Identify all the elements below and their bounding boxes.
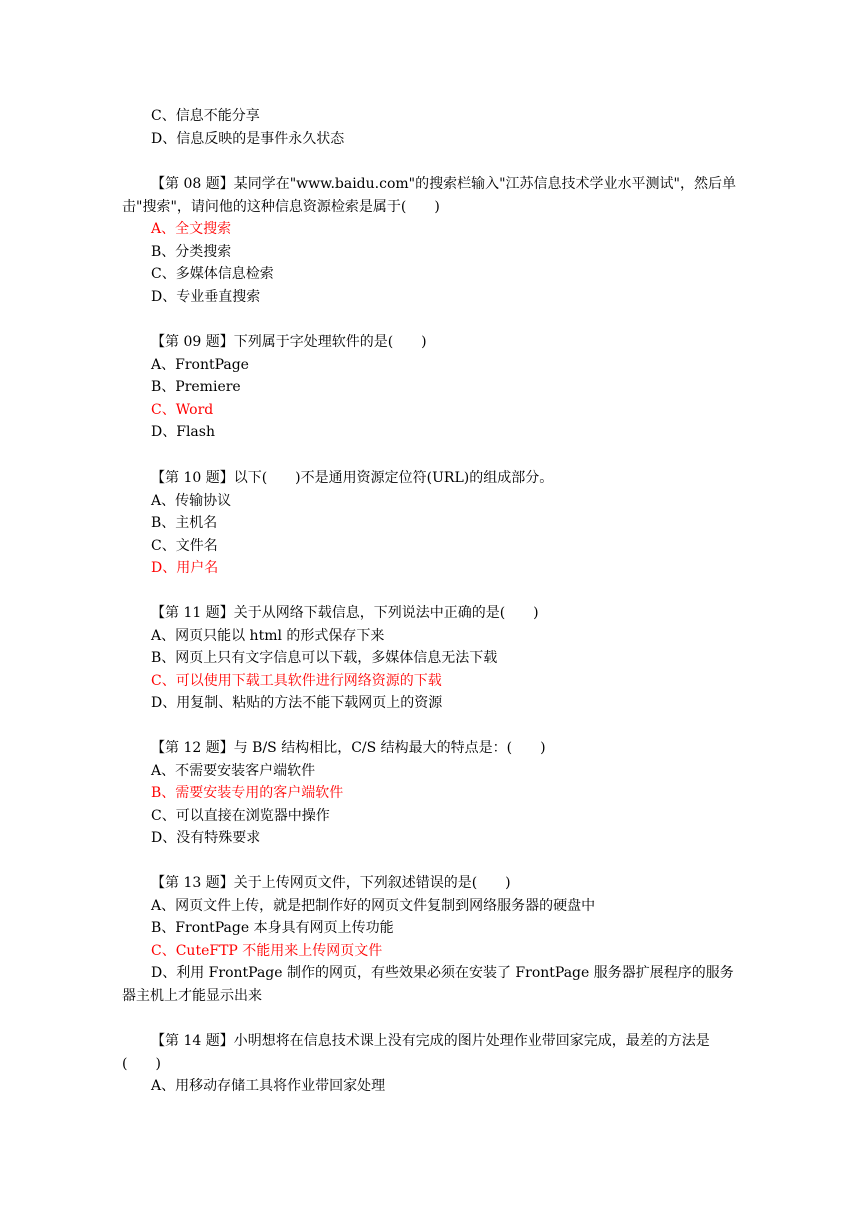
option-c: C、可以直接在浏览器中操作 (151, 807, 330, 824)
question-stem: 【第 13 题】关于上传网页文件，下列叙述错误的是( ) (151, 875, 511, 891)
option-c: C、多媒体信息检索 (151, 266, 274, 283)
option-b: B、FrontPage 本身具有网页上传功能 (151, 920, 394, 937)
option-c: C、文件名 (151, 537, 218, 554)
question-12 (122, 737, 742, 850)
option-c: C、CuteFTP 不能用来上传网页文件 (151, 942, 383, 959)
option-b: B、需要安装专用的客户端软件 (151, 785, 344, 802)
option-a: A、网页只能以 html 的形式保存下来 (151, 627, 385, 644)
question-11 (122, 602, 742, 715)
question-stem: 【第 12 题】与 B/S 结构相比，C/S 结构最大的特点是：( ) (151, 740, 546, 756)
question-09 (122, 331, 742, 444)
option-a: A、用移动存储工具将作业带回家处理 (151, 1078, 386, 1095)
option-c: C、Word (151, 401, 214, 418)
option-d: D、信息反映的是事件永久状态 (151, 130, 345, 147)
question-stem: 【第 10 题】以下( )不是通用资源定位符(URL)的组成部分。 (151, 470, 554, 486)
previous-question-options (122, 105, 742, 150)
question-stem: 【第 14 题】小明想将在信息技术课上没有完成的图片处理作业带回家完成，最差的方法是( ) (122, 1033, 710, 1072)
option-a: A、全文搜索 (151, 221, 232, 238)
option-b: B、主机名 (151, 515, 218, 532)
question-10 (122, 467, 742, 580)
question-13 (122, 872, 742, 1008)
option-c: C、信息不能分享 (151, 108, 260, 124)
question-stem: 【第 08 题】某同学在"www.baidu.com"的搜索栏输入"江苏信息技术学业水平测试"，然后单击"搜索"，请问他的这种信息资源检索是属于( ) (122, 176, 736, 215)
question-14 (122, 1030, 742, 1098)
option-d: D、用复制、粘贴的方法不能下载网页上的资源 (151, 695, 443, 712)
option-d: D、Flash (151, 424, 215, 441)
option-d: D、利用 FrontPage 制作的网页，有些效果必须在安装了 FrontPage 服务器扩展程序的服务器主机上才能显示出来 (122, 965, 734, 1004)
option-d: D、用户名 (151, 560, 219, 577)
question-08 (122, 173, 742, 309)
option-a: A、FrontPage (151, 356, 249, 373)
option-d: D、没有特殊要求 (151, 830, 261, 847)
option-c: C、可以使用下载工具软件进行网络资源的下载 (151, 672, 442, 689)
option-b: B、网页上只有文字信息可以下载，多媒体信息无法下载 (151, 650, 498, 667)
question-stem: 【第 09 题】下列属于字处理软件的是( ) (151, 334, 427, 350)
option-a: A、传输协议 (151, 492, 232, 509)
option-b: B、Premiere (151, 379, 241, 396)
option-d: D、专业垂直搜索 (151, 288, 261, 305)
question-stem: 【第 11 题】关于从网络下载信息，下列说法中正确的是( ) (151, 605, 539, 621)
option-a: A、网页文件上传，就是把制作好的网页文件复制到网络服务器的硬盘中 (151, 897, 596, 914)
option-a: A、不需要安装客户端软件 (151, 762, 316, 779)
option-b: B、分类搜索 (151, 243, 232, 260)
